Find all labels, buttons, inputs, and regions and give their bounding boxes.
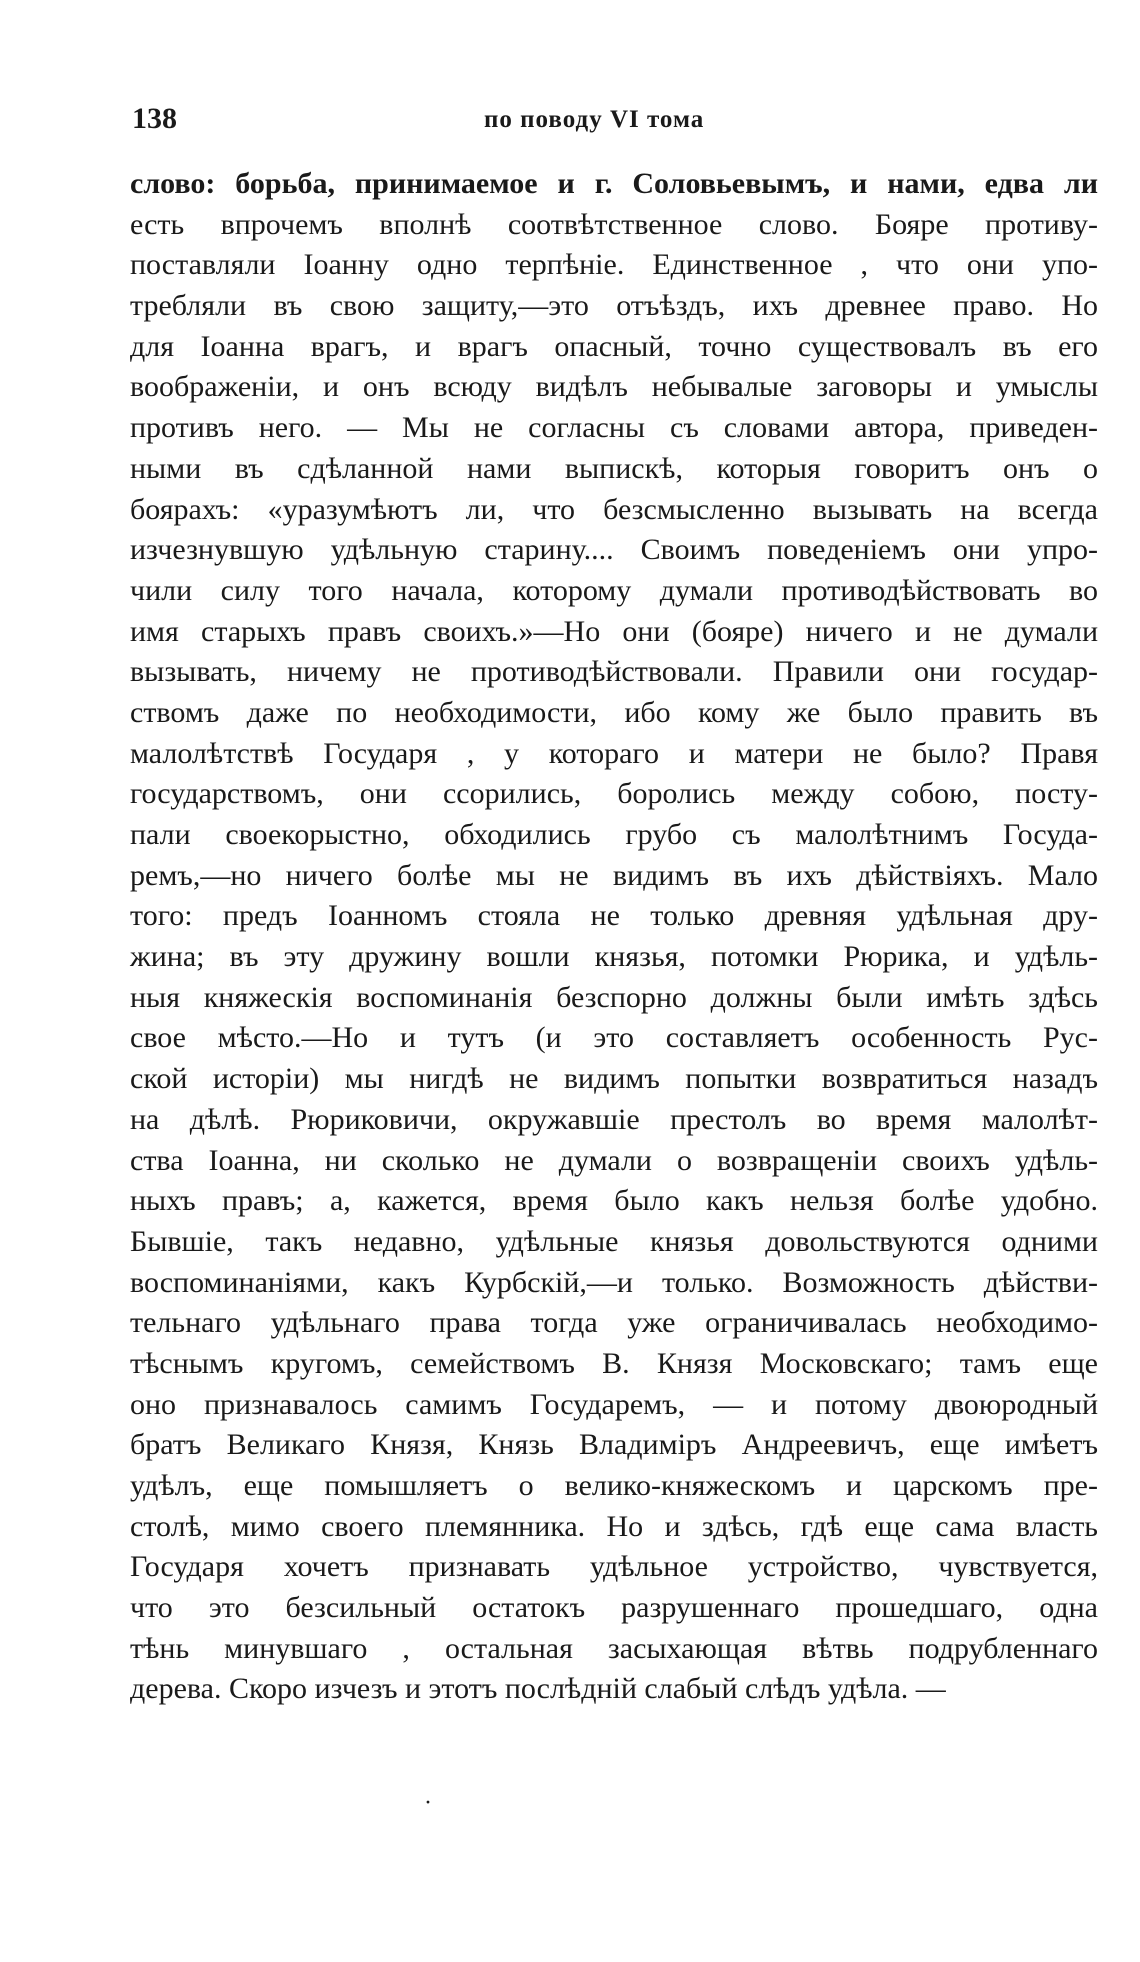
text-line: удѣлъ, еще помышляетъ о велико-княжескомъ и царскомъ пре-: [130, 1469, 1098, 1502]
text-line: столѣ, мимо своего племянника. Но и здѣсь, гдѣ еще сама власть: [130, 1509, 1098, 1543]
text-line: изчезнувшую удѣльную старину.... Своимъ поведеніемъ они упро-: [130, 533, 1098, 567]
text-line: противъ него. — Мы не согласны съ словами автора, приведен-: [130, 411, 1098, 445]
text-line: для Іоанна врагъ, и врагъ опасный, точно существовалъ въ его: [130, 329, 1098, 363]
text-line: боярахъ: «уразумѣютъ ли, что безсмысленно вызывать на всегда: [130, 492, 1098, 526]
text-line: чили силу того начала, которому думали противодѣйствовать во: [130, 573, 1098, 607]
text-line: есть впрочемъ вполнѣ соотвѣтственное слово. Бояре противу-: [130, 207, 1098, 241]
page-number: 138: [132, 102, 177, 135]
text-line: жина; въ эту дружину вошли князья, потомки Рюрика, и удѣль-: [130, 940, 1098, 974]
text-line: тѣснымъ кругомъ, семействомъ В. Князя Московскаго; тамъ еще: [130, 1346, 1098, 1380]
text-line: ской исторіи) мы нигдѣ не видимъ попытки возвратиться назадъ: [130, 1062, 1098, 1096]
text-line: ныя княжескія воспоминанія безспорно должны были имѣть здѣсь: [130, 980, 1098, 1014]
text-line: имя старыхъ правъ своихъ.»—Но они (бояре) ничего и не думали: [130, 614, 1098, 648]
text-line: ремъ,—но ничего болѣе мы не видимъ въ ихъ дѣйствіяхъ. Мало: [130, 858, 1098, 892]
text-line: требляли въ свою защиту,—это отъѣздъ, ихъ древнее право. Но: [130, 289, 1098, 323]
text-line: Государя хочетъ признавать удѣльное устройство, чувствуется,: [130, 1550, 1098, 1584]
text-line: воспоминаніями, какъ Курбскій,—и только. Возможность дѣйстви-: [130, 1265, 1098, 1299]
text-line: оно признавалось самимъ Государемъ, — и потому двоюродный: [130, 1387, 1098, 1421]
text-line: тельнаго удѣльнаго права тогда уже ограничивалась необходимо-: [130, 1306, 1098, 1340]
running-head: по поводу VI тома: [484, 106, 705, 133]
page-header: [132, 102, 1092, 146]
text-line: что это безсильный остатокъ разрушеннаго прошедшаго, одна: [130, 1591, 1098, 1625]
text-line: поставляли Іоанну одно терпѣніе. Единственное , что они упо-: [130, 248, 1098, 282]
text-line: ными въ сдѣланной нами выпискѣ, которыя говоритъ онъ о: [130, 451, 1098, 485]
text-line: братъ Великаго Князя, Князь Владиміръ Андреевичъ, еще имѣетъ: [130, 1428, 1098, 1462]
text-line: вызывать, ничему не противодѣйствовали. Правили они государ-: [130, 655, 1098, 689]
text-line: ства Іоанна, ни сколько не думали о возвращеніи своихъ удѣль-: [130, 1143, 1098, 1177]
text-line: свое мѣсто.—Но и тутъ (и это составляетъ особенность Рус-: [130, 1021, 1098, 1055]
text-line: слово: борьба, принимаемое и г. Соловьевымъ, и нами, едва ли: [130, 167, 1098, 200]
text-line: того: предъ Іоанномъ стояла не только древняя удѣльная дру-: [130, 899, 1098, 933]
text-line: дерева. Скоро изчезъ и этотъ послѣдній слабый слѣдъ удѣла. —: [130, 1672, 946, 1706]
text-line: Бывшіе, такъ недавно, удѣльные князья довольствуются одними: [130, 1224, 1098, 1258]
text-line: пали своекорыстно, обходились грубо съ малолѣтнимъ Госуда-: [130, 818, 1098, 851]
text-line: ныхъ правъ; а, кажется, время было какъ нельзя болѣе удобно.: [130, 1184, 1098, 1218]
text-line: воображеніи, и онъ всюду видѣлъ небывалые заговоры и умыслы: [130, 370, 1098, 404]
text-line: ствомъ даже по необходимости, ибо кому же было править въ: [130, 695, 1098, 729]
text-line: тѣнь минувшаго , остальная засыхающая вѣтвь подрубленнаго: [130, 1631, 1098, 1665]
body-text: [130, 164, 1098, 1710]
text-line: на дѣлѣ. Рюриковичи, окружавшіе престолъ во время малолѣт-: [130, 1102, 1098, 1136]
ink-speck: ·: [424, 1790, 432, 1816]
text-line: государствомъ, они ссорились, боролись между собою, посту-: [130, 777, 1098, 811]
text-line: малолѣтствѣ Государя , у котораго и матери не было? Правя: [130, 736, 1098, 770]
